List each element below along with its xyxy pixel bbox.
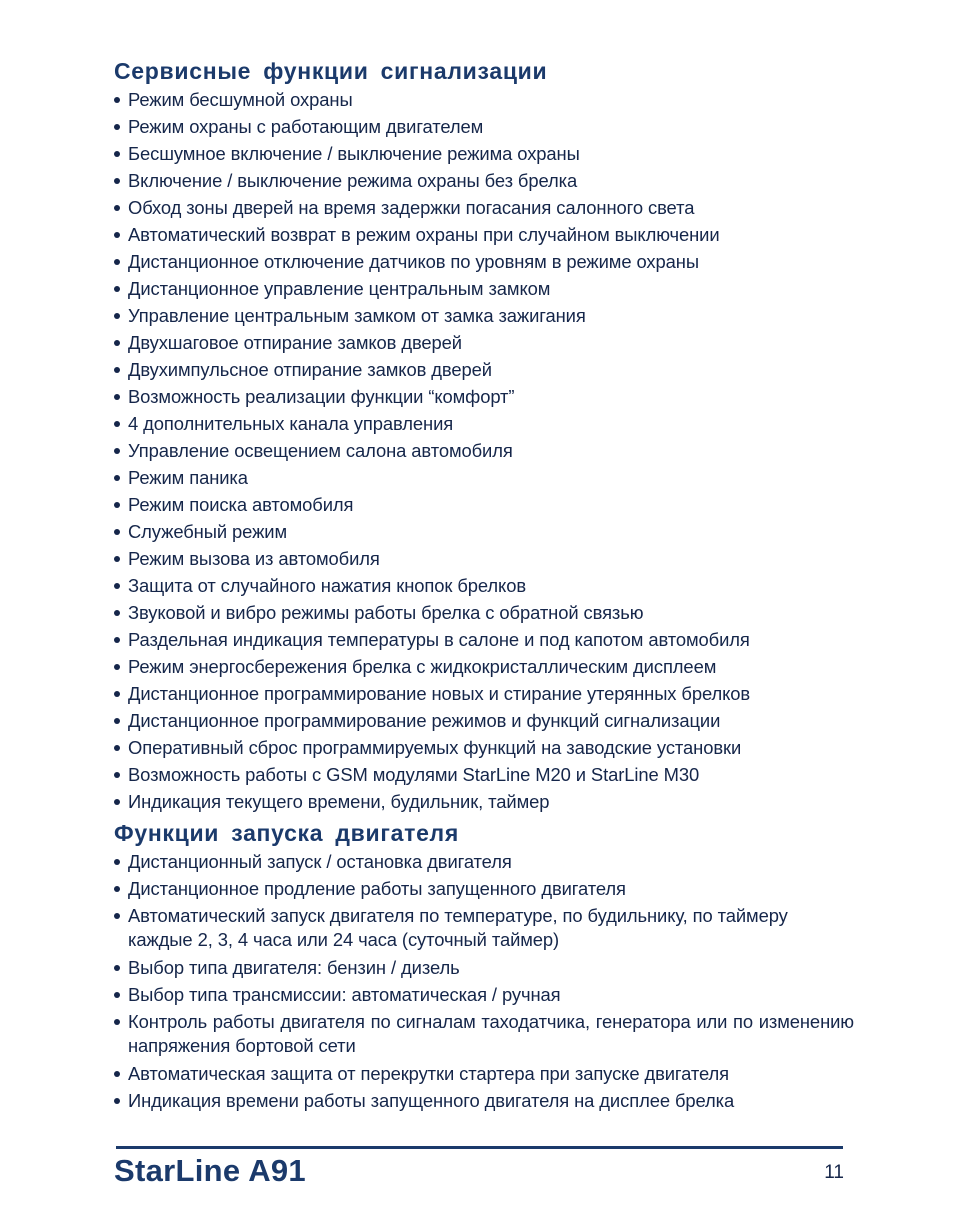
section-title-engine-start: Функции запуска двигателя [114, 820, 459, 846]
list-item: Режим энергосбережения брелка с жидкокристаллическим дисплеем [114, 653, 854, 680]
list-item: Возможность реализации функции “комфорт” [114, 383, 854, 410]
list-item: Управление центральным замком от замка зажигания [114, 302, 854, 329]
list-item: Дистанционный запуск / остановка двигателя [114, 848, 854, 875]
list-item: Автоматический запуск двигателя по температуре, по будильнику, по таймеру каждые 2, 3, 4 часа или 24 часа (суточный таймер) [114, 902, 854, 954]
list-item: Раздельная индикация температуры в салоне и под капотом автомобиля [114, 626, 854, 653]
list-item: Выбор типа двигателя: бензин / дизель [114, 954, 854, 981]
list-item: Двухшаговое отпирание замков дверей [114, 329, 854, 356]
list-item: Возможность работы с GSM модулями StarLine M20 и StarLine M30 [114, 761, 854, 788]
page-number: 11 [824, 1162, 844, 1183]
list-item: Дистанционное продление работы запущенного двигателя [114, 875, 854, 902]
list-item: Автоматическая защита от перекрутки стартера при запуске двигателя [114, 1060, 854, 1087]
list-item: Режим охраны с работающим двигателем [114, 113, 854, 140]
list-item: Режим паника [114, 464, 854, 491]
list-item: Обход зоны дверей на время задержки погасания салонного света [114, 194, 854, 221]
footer-divider [116, 1146, 843, 1149]
list-item: Индикация времени работы запущенного двигателя на дисплее брелка [114, 1087, 854, 1114]
list-item: Режим поиска автомобиля [114, 491, 854, 518]
list-item: Дистанционное управление центральным замком [114, 275, 854, 302]
list-item: Управление освещением салона автомобиля [114, 437, 854, 464]
list-item: Служебный режим [114, 518, 854, 545]
service-functions-list [114, 86, 854, 815]
section-title-service-functions: Сервисные функции сигнализации [114, 58, 548, 84]
list-item: Индикация текущего времени, будильник, таймер [114, 788, 854, 815]
list-item: Двухимпульсное отпирание замков дверей [114, 356, 854, 383]
list-item: Включение / выключение режима охраны без брелка [114, 167, 854, 194]
list-item: Режим бесшумной охраны [114, 86, 854, 113]
list-item: Бесшумное включение / выключение режима охраны [114, 140, 854, 167]
list-item: Автоматический возврат в режим охраны при случайном выключении [114, 221, 854, 248]
list-item: Дистанционное программирование режимов и функций сигнализации [114, 707, 854, 734]
list-item: Дистанционное отключение датчиков по уровням в режиме охраны [114, 248, 854, 275]
list-item: Выбор типа трансмиссии: автоматическая / ручная [114, 981, 854, 1008]
list-item: Дистанционное программирование новых и стирание утерянных брелков [114, 680, 854, 707]
list-item: Оперативный сброс программируемых функций на заводские установки [114, 734, 854, 761]
page-content [114, 56, 854, 1114]
engine-start-list [114, 848, 854, 1114]
list-item: Защита от случайного нажатия кнопок брелков [114, 572, 854, 599]
list-item: Звуковой и вибро режимы работы брелка с обратной связью [114, 599, 854, 626]
list-item: Режим вызова из автомобиля [114, 545, 854, 572]
footer-brand: StarLine A91 [114, 1153, 306, 1188]
list-item: 4 дополнительных канала управления [114, 410, 854, 437]
list-item: Контроль работы двигателя по сигналам таходатчика, генератора или по изменению напряжения бортовой сети [114, 1008, 854, 1060]
